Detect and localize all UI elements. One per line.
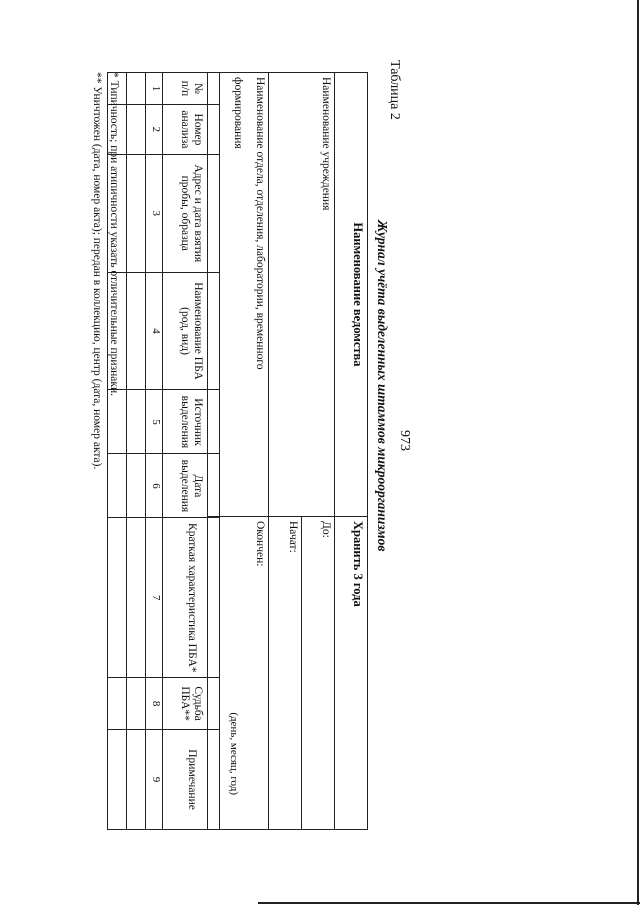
strain-log-table [107, 72, 220, 830]
until-label: До: [302, 517, 335, 830]
journal-title: Журнал учёта выделенных штаммов микроорганизмов [375, 220, 390, 552]
col-number-1: 1 [146, 73, 163, 105]
col-number-3: 3 [146, 154, 163, 272]
column-number-row [146, 73, 163, 830]
table-cell [127, 104, 146, 154]
table-cell [108, 678, 127, 730]
footnotes [88, 72, 122, 469]
table-cell [127, 730, 146, 830]
col-number-2: 2 [146, 104, 163, 154]
rotated-page-content [91, 60, 420, 840]
table-cell [127, 518, 146, 678]
col-header-analysis-number: Номер анализа [163, 104, 220, 154]
col-number-7: 7 [146, 518, 163, 678]
col-header-source: Источник выделения [163, 390, 220, 454]
table-cell [127, 154, 146, 272]
page-number: 973 [397, 430, 412, 451]
col-number-4: 4 [146, 272, 163, 390]
institution-label: Наименование учреждения [269, 73, 335, 517]
date-caption: (день, месяц, год) [228, 712, 240, 795]
journal-info-table [207, 72, 368, 830]
col-header-characteristic: Краткая характеристика ПБА* [163, 518, 220, 678]
col-header-sample-address-date: Адрес и дата взятия пробы, образца [163, 154, 220, 272]
department-label-line-1: Наименование отдела, отделения, лаборатории, временного [254, 77, 266, 370]
col-header-pba-name: Наименование ПБА (род, вид) [163, 272, 220, 390]
table-label: Таблица 2 [387, 60, 402, 120]
footnote-typicality: * Типичность; при атипичности указать отличительные признаки. [108, 72, 120, 396]
table-cell [127, 272, 146, 390]
started-label: Начат: [269, 517, 302, 830]
page-frame-right [637, 0, 639, 905]
footnote-fate: ** Уничтожен (дата, номер акта); передан в коллекцию, центр (дата, номер акта). [91, 72, 103, 470]
agency-header: Наименование ведомства [335, 73, 368, 517]
table-row [127, 73, 146, 830]
col-header-isolation-date: Дата выделения [163, 454, 220, 518]
department-label-line-2: формирования [232, 77, 244, 149]
table-cell [127, 390, 146, 454]
finished-label: Окончен: [254, 521, 266, 567]
col-number-9: 9 [146, 730, 163, 830]
table-cell [108, 518, 127, 678]
keep-header: Хранить 3 года [335, 517, 368, 830]
table-cell [127, 454, 146, 518]
table-cell [127, 73, 146, 105]
col-header-fate: Судьба ПБА** [163, 678, 220, 730]
col-header-number: № п/п [163, 73, 220, 105]
col-header-note: Примечание [163, 730, 220, 830]
table-cell [127, 678, 146, 730]
col-number-8: 8 [146, 678, 163, 730]
col-number-5: 5 [146, 390, 163, 454]
table-cell [108, 730, 127, 830]
col-number-6: 6 [146, 454, 163, 518]
page-frame-bottom [258, 902, 640, 904]
